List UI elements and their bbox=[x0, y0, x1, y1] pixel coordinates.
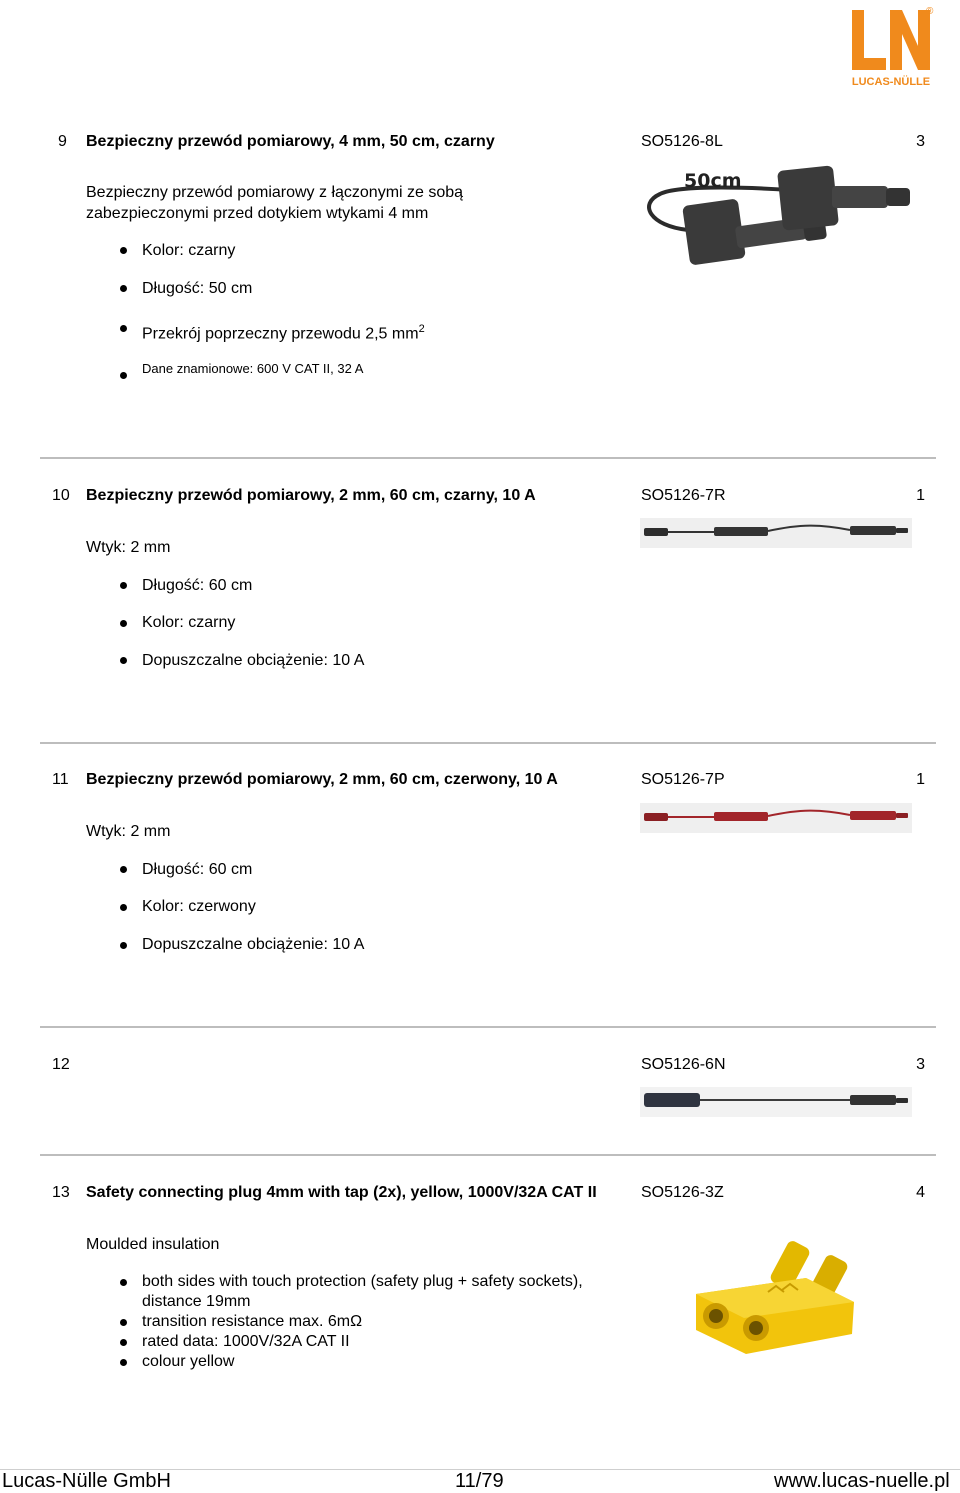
item-11-bullet-1: Długość: 60 cm bbox=[142, 861, 253, 878]
item-9-bullet-1: Kolor: czarny bbox=[142, 242, 236, 259]
item-10-description: Wtyk: 2 mm bbox=[86, 539, 171, 556]
item-9-bullet-4: Dane znamionowe: 600 V CAT II, 32 A bbox=[142, 361, 364, 376]
item-13-code: SO5126-3Z bbox=[641, 1184, 724, 1201]
item-11-bullet-2: Kolor: czerwony bbox=[142, 898, 256, 915]
section-divider bbox=[40, 1154, 936, 1156]
item-12-qty: 3 bbox=[916, 1056, 925, 1073]
cable-black-image bbox=[640, 1087, 912, 1117]
item-13-bullet-2: transition resistance max. 6mΩ bbox=[142, 1313, 363, 1330]
bullet-icon bbox=[120, 657, 127, 664]
item-11-title: Bezpieczny przewód pomiarowy, 2 mm, 60 cm, czerwony, 10 A bbox=[86, 771, 558, 788]
company-logo bbox=[846, 6, 936, 96]
item-9-bullet-2: Długość: 50 cm bbox=[142, 280, 253, 297]
item-10-bullet-1: Długość: 60 cm bbox=[142, 577, 253, 594]
item-10-bullet-3: Dopuszczalne obciążenie: 10 A bbox=[142, 652, 365, 669]
item-9-description-line2: zabezpieczonymi przed dotykiem wtykami 4 mm bbox=[86, 205, 429, 222]
bullet-icon bbox=[120, 620, 127, 627]
registered-mark: ® bbox=[926, 6, 934, 17]
item-13-bullet-3: rated data: 1000V/32A CAT II bbox=[142, 1333, 350, 1350]
footer-page-number: 11/79 bbox=[455, 1470, 504, 1492]
item-11-product-image bbox=[640, 803, 912, 833]
bullet-icon bbox=[120, 325, 127, 332]
item-9-title: Bezpieczny przewód pomiarowy, 4 mm, 50 cm, czarny bbox=[86, 133, 495, 150]
bullet-icon bbox=[120, 247, 127, 254]
cable-black-4mm-image bbox=[640, 164, 916, 268]
item-9-image-label: 50cm bbox=[684, 170, 742, 192]
item-10-bullet-2: Kolor: czarny bbox=[142, 614, 236, 631]
item-13-bullet-1-cont: distance 19mm bbox=[142, 1293, 251, 1310]
item-13-qty: 4 bbox=[916, 1184, 925, 1201]
item-13-bullet-1: both sides with touch protection (safety plug + safety sockets), bbox=[142, 1273, 583, 1290]
bullet-icon bbox=[120, 582, 127, 589]
item-12-code: SO5126-6N bbox=[641, 1056, 726, 1073]
item-10-code: SO5126-7R bbox=[641, 487, 726, 504]
bullet-icon bbox=[120, 372, 127, 379]
section-divider bbox=[40, 742, 936, 744]
yellow-safety-plug-image bbox=[686, 1238, 866, 1358]
bullet-icon bbox=[120, 1319, 127, 1326]
section-divider bbox=[40, 1026, 936, 1028]
logo-text: LUCAS-NÜLLE bbox=[851, 76, 931, 88]
item-13-bullet-4: colour yellow bbox=[142, 1353, 235, 1370]
item-11-bullet-3: Dopuszczalne obciążenie: 10 A bbox=[142, 936, 365, 953]
item-10-product-image bbox=[640, 518, 912, 548]
bullet-icon bbox=[120, 1359, 127, 1366]
item-9-code: SO5126-8L bbox=[641, 133, 723, 150]
bullet-icon bbox=[120, 942, 127, 949]
footer-company: Lucas-Nülle GmbH bbox=[2, 1470, 171, 1492]
bullet-icon bbox=[120, 1339, 127, 1346]
item-9-qty: 3 bbox=[916, 133, 925, 150]
item-11-qty: 1 bbox=[916, 771, 925, 788]
cable-black-2mm-image bbox=[640, 518, 912, 548]
section-divider bbox=[40, 457, 936, 459]
item-9-number: 9 bbox=[58, 133, 67, 150]
bullet-icon bbox=[120, 904, 127, 911]
item-10-title: Bezpieczny przewód pomiarowy, 2 mm, 60 cm, czarny, 10 A bbox=[86, 487, 536, 504]
item-13-description: Moulded insulation bbox=[86, 1236, 220, 1253]
item-9-bullet-3 bbox=[142, 319, 425, 344]
item-9-bullet-3-text: Przekrój poprzeczny przewodu 2,5 mm bbox=[142, 325, 419, 343]
item-10-number: 10 bbox=[52, 487, 70, 504]
item-11-description: Wtyk: 2 mm bbox=[86, 823, 171, 840]
item-11-number: 11 bbox=[52, 771, 69, 788]
cable-red-2mm-image bbox=[640, 803, 912, 833]
bullet-icon bbox=[120, 285, 127, 292]
bullet-icon bbox=[120, 1279, 127, 1286]
item-13-product-image bbox=[686, 1238, 866, 1358]
item-12-number: 12 bbox=[52, 1056, 70, 1073]
bullet-icon bbox=[120, 866, 127, 873]
item-9-description-line1: Bezpieczny przewód pomiarowy z łączonymi ze sobą bbox=[86, 184, 464, 201]
footer-website-link[interactable]: www.lucas-nuelle.pl bbox=[774, 1470, 950, 1492]
item-13-title: Safety connecting plug 4mm with tap (2x), yellow, 1000V/32A CAT II bbox=[86, 1184, 597, 1201]
item-10-qty: 1 bbox=[916, 487, 925, 504]
item-9-product-image bbox=[640, 164, 916, 268]
superscript-2: 2 bbox=[418, 323, 425, 335]
item-11-code: SO5126-7P bbox=[641, 771, 725, 788]
item-13-number: 13 bbox=[52, 1184, 70, 1201]
item-12-product-image bbox=[640, 1087, 912, 1117]
